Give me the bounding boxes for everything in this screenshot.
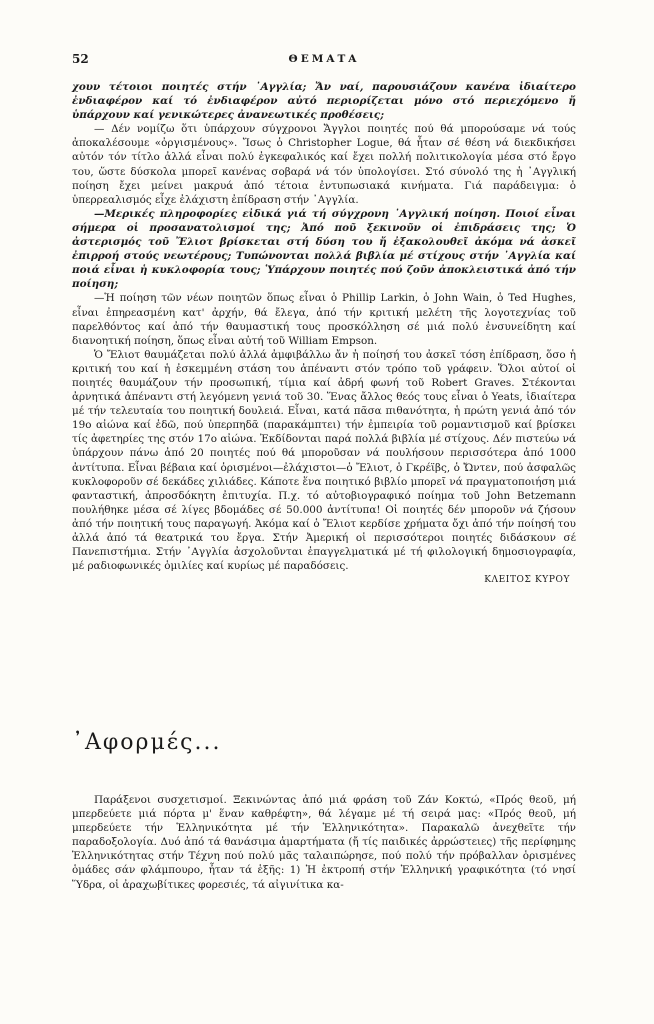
- answer-paragraph: Ὁ Ἔλιοτ θαυμάζεται πολύ ἀλλά ἀμφιβάλλω ἄν ἡ ποίησή του ἀσκεῖ τόση ἐπίδραση, ὅσο ἡ κριτική του καί ἡ ἐσκεμμένη στάση του ἀπέναντι στόν τρόπο τοῦ γράφειν. Ὅλοι αὐτοί οἱ ποιητές θαυμάζουν τήν προσωπική, τίμια καί ἀδρή φωνή τοῦ Robert Graves. Στέκονται ἀρνητικά ἀπέναντι στή λεγόμενη γενιά τοῦ 30. Ἕνας ἄλλος θεός τους εἶναι ὁ Yeats, ἰδιαίτερα μέ τήν τελευταία του ποιητική δουλειά. Εἶναι, κατά πᾶσα πιθανότητα, ἡ πρώτη γενιά ἀπό τόν 19ο αἰώνα καί ἐδῶ, πού ὑπερπηδᾶ (παρακάμπτει) τήν ἐμπειρία τοῦ ρομαντισμοῦ καί βρίσκει τίς ἀφετηρίες της στόν 17ο αἰώνα. Ἐκδίδονται παρά πολλά βιβλία μέ στίχους. Δέν πιστεύω νά ὑπάρχουν πάνω ἀπό 20 ποιητές πού θά μποροῦσαν νά πουλήσουν περισσότερα ἀπό 1000 ἀντίτυπα. Εἶναι βέβαια καί ὁρισμένοι—ἐλάχιστοι—ὁ Ἔλιοτ, ὁ Γκρέϊβς, ὁ Ὤντεν, πού ἀσφαλῶς κυκλοφοροῦν σέ δεκάδες χιλιάδες. Κάποτε ἕνα ποιητικό βιβλίο μπορεῖ νά πραγματοποιήση μιά φανταστική, ἀπροσδόκητη ἐπιτυχία. Π.χ. τό αὐτοβιογραφικό ποίημα τοῦ John Betzemann πουλήθηκε μέσα σέ λίγες βδομάδες σέ 50.000 ἀντίτυπα! Οἱ ποιητές δέν μποροῦν νά ζήσουν ἀπό τήν ποιητική τους παραγωγή. Ἀκόμα καί ὁ Ἔλιοτ κερδίσε χρήματα ὄχι ἀπό τήν ποίησή του ἀλλά ἀπό τά θεατρικά του ἔργα. Στήν Ἀμερική οἱ περισσότεροι ποιητές διδάσκουν σέ Πανεπιστήμια. Στήν ᾿Αγγλία ἀσχολοῦνται ἐπαγγελματικά μέ τή φιλολογική δημοσιογραφία, μέ ραδιοφωνικές ὁμιλίες καί κυρίως μέ παραδόσεις.: [72, 348, 576, 573]
- author-signature: ΚΛΕΙΤΟΣ ΚΥΡΟΥ: [484, 575, 570, 586]
- question-paragraph: —Μερικές πληροφορίες εἰδικά γιά τή σύγχρονη ᾿Αγγλική ποίηση. Ποιοί εἶναι σήμερα οἱ προσανατολισμοί της; Ἀπό ποῦ ξεκινοῦν οἱ ἐπιδράσεις της; Ὁ ἀστερισμός τοῦ Ἔλιοτ βρίσκεται στή δύση του ἤ ἐξακολουθεῖ ἀκόμα νά ἀσκεῖ ἐπιρροή στούς νεωτέρους; Τυπώνονται πολλά βιβλία μέ στίχους στήν ᾿Αγγλία καί ποιά εἶναι ἡ κυκλοφορία τους; Ὑπάρχουν ποιητές πού ζοῦν ἀποκλειστικά ἀπό τήν ποίηση;: [72, 207, 576, 291]
- question-paragraph: χουν τέτοιοι ποιητές στήν ᾿Αγγλία; Ἄν ναί, παρουσιάζουν κανένα ἰδιαίτερο ἐνδιαφέρον καί τό ἐνδιαφέρον αὐτό περιορίζεται μόνο στό περιεχόμενο ἤ ὑπάρχουν καί γενικώτερες ἀνανεωτικές προθέσεις;: [72, 81, 576, 122]
- section-paragraph: Παράξενοι συσχετισμοί. Ξεκινώντας ἀπό μιά φράση τοῦ Ζάν Κοκτώ, «Πρός θεοῦ, μή μπερδεύετε μιά πόρτα μ' ἕναν καθρέφτη», θά λέγαμε μέ τή σειρά μας: «Πρός θεοῦ, μή μπερδεύετε τήν Ἑλληνικότητα μέ τήν Ἑλληνικότητα». Παρακαλῶ ἀνεχθεῖτε τήν παραδοξολογία. Δυό ἀπό τά θανάσιμα ἁμαρτήματα (ἤ τίς παιδικές ἀρρώστειες) τῆς περίφημης Ἑλληνικότητας στήν Τέχνη πού πολύ μᾶς ταλαιπώρησε, πού πολύ τήν πρόβαλλαν ὁρισμένες ὁμάδες σάν φλάμπουρο, ἦταν τά ἑξῆς: 1) Ἡ ἐκτροπή στήν Ἑλληνική γραφικότητα (τό νησί Ὕδρα, οἱ ἀραχωβίτικες φορεσιές, τά αἰγινίτικα κα-: [72, 794, 576, 891]
- answer-paragraph: —Ἡ ποίηση τῶν νέων ποιητῶν ὅπως εἶναι ὁ Phillip Larkin, ὁ John Wain, ὁ Ted Hughes, εἶναι ἐπηρεασμένη κατ' ἀρχήν, θά ἔλεγα, ἀπό τήν κριτική μελέτη τῆς λογοτεχνίας τοῦ παρελθόντος καί ἀπό τήν θαυμαστική τους προσκόλληση σέ μιά πολύ ἐνσυνείδητη καί διανοητική ποίηση, ὅπως εἶναι αὐτή τοῦ William Empson.: [72, 292, 576, 347]
- section-title: ᾿Αφορμές...: [72, 730, 222, 755]
- page-number: 52: [72, 52, 89, 66]
- running-title: ΘΕΜΑΤΑ: [288, 53, 360, 65]
- page-header: [72, 52, 576, 66]
- section-body: [72, 793, 576, 892]
- article-body: [72, 80, 576, 587]
- answer-paragraph: — Δέν νομίζω ὅτι ὑπάρχουν σύγχρονοι Ἄγγλοι ποιητές πού θά μπορούσαμε νά τούς ἀποκαλέσουμε «ὀργισμένους». Ἴσως ὁ Christopher Logue, θά ἦταν σέ θέση νά διεκδικήσει αὐτόν τόν τίτλο ἀλλά εἶναι πολύ ἐγκεφαλικός καί ἔχει πολλή πολιτικολογία μέσα στό ἔργο του, ὥστε δύσκολα μπορεῖ κανένας σοβαρά νά τόν ὑπολογίσει. Στό σύνολό της ἡ ᾿Αγγλική ποίηση ἔχει μείνει μακρυά ἀπό τέτοια ἐντυπωσιακά κινήματα. Γιά παράδειγμα: ὁ ὑπερρεαλισμός εἶχε ἐλάχιστη ἐπίδραση στήν ᾿Αγγλία.: [72, 123, 576, 206]
